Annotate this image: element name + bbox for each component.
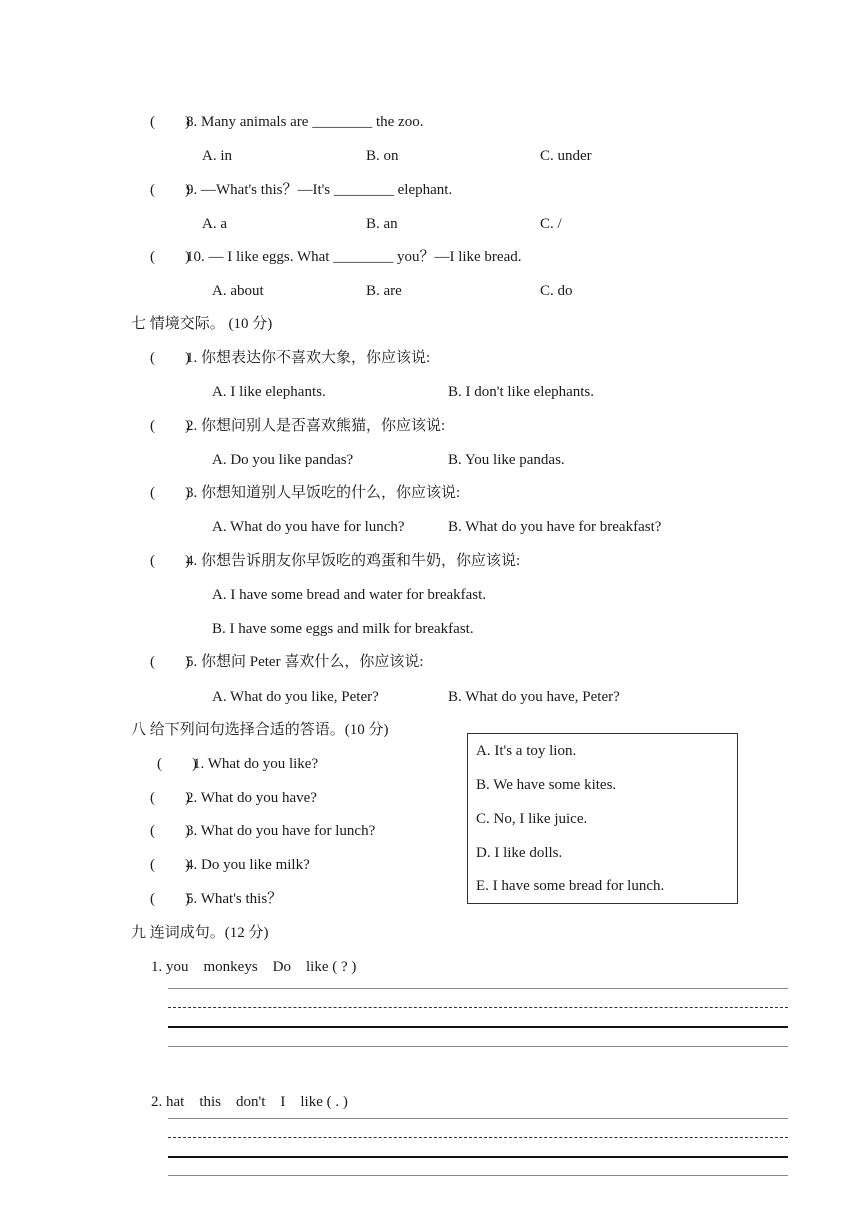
q10-option-b: B. are (366, 283, 402, 299)
section7-heading: 七 情境交际。 (10 分) (131, 316, 273, 332)
answer-option-a: A. It's a toy lion. (476, 743, 577, 759)
s7-q1-option-a: A. I like elephants. (212, 384, 326, 400)
s7-question-4-stem: 4. 你想告诉朋友你早饭吃的鸡蛋和牛奶，你应该说: (186, 553, 521, 569)
s8-question-3: 3. What do you have for lunch? (186, 823, 376, 839)
s9-item-2-top-guide-line (168, 1118, 788, 1119)
s8-question-1: 1. What do you like? (193, 756, 319, 772)
question-q10-stem: 10. — I like eggs. What ________ you？—I like bread. (186, 249, 522, 265)
answer-blank-q8[interactable]: ( ) (150, 114, 190, 130)
s7-q5-option-a: A. What do you like, Peter? (212, 689, 379, 705)
s7-question-3-stem: 3. 你想知道别人早饭吃的什么，你应该说: (186, 485, 461, 501)
question-q9-stem: 9. —What's this？—It's ________ elephant. (186, 182, 453, 198)
s7-q5-option-b: B. What do you have, Peter? (448, 689, 620, 705)
s9-item-2-words: 2. hat this don't I like ( . ) (151, 1094, 348, 1110)
s8-answer-blank-5[interactable]: ( ) (150, 891, 190, 907)
s7-question-5-stem: 5. 你想问 Peter 喜欢什么，你应该说: (186, 654, 424, 670)
s8-answer-blank-2[interactable]: ( ) (150, 790, 190, 806)
answer-option-c: C. No, I like juice. (476, 811, 588, 827)
s7-q1-option-b: B. I don't like elephants. (448, 384, 595, 400)
s9-item-2-baseline[interactable] (168, 1156, 788, 1158)
s7-q4-option-b: B. I have some eggs and milk for breakfast. (212, 621, 474, 637)
s8-answer-blank-3[interactable]: ( ) (150, 823, 190, 839)
section8-heading: 八 给下列问句选择合适的答语。(10 分) (131, 722, 389, 738)
s7-answer-blank-2[interactable]: ( ) (150, 418, 190, 434)
q8-option-b: B. on (366, 148, 399, 164)
q10-option-a: A. about (212, 283, 264, 299)
s8-answer-blank-4[interactable]: ( ) (150, 857, 190, 873)
s7-q2-option-a: A. Do you like pandas? (212, 452, 354, 468)
s9-item-1-top-guide-line (168, 988, 788, 989)
q8-option-c: C. under (540, 148, 592, 164)
s9-item-2-midline[interactable] (168, 1137, 788, 1138)
s7-answer-blank-4[interactable]: ( ) (150, 553, 190, 569)
s9-item-2-bottom-guide-line (168, 1175, 788, 1176)
s7-q4-option-a: A. I have some bread and water for breakfast. (212, 587, 487, 603)
answer-blank-q9[interactable]: ( ) (150, 182, 190, 198)
question-q8-stem: 8. Many animals are ________ the zoo. (186, 114, 424, 130)
answer-option-b: B. We have some kites. (476, 777, 617, 793)
answer-option-d: D. I like dolls. (476, 845, 563, 861)
q8-option-a: A. in (202, 148, 232, 164)
s7-q3-option-a: A. What do you have for lunch? (212, 519, 405, 535)
s8-question-5: 5. What's this？ (186, 891, 283, 907)
section9-heading: 九 连词成句。(12 分) (131, 925, 269, 941)
s7-q2-option-b: B. You like pandas. (448, 452, 565, 468)
s7-answer-blank-5[interactable]: ( ) (150, 654, 190, 670)
s8-answer-blank-1[interactable]: ( ) (157, 756, 197, 772)
s8-question-2: 2. What do you have? (186, 790, 317, 806)
q9-option-c: C. / (540, 216, 562, 232)
q9-option-b: B. an (366, 216, 398, 232)
s7-q3-option-b: B. What do you have for breakfast? (448, 519, 662, 535)
answer-blank-q10[interactable]: ( ) (150, 249, 190, 265)
s8-question-4: 4. Do you like milk? (186, 857, 310, 873)
s7-answer-blank-1[interactable]: ( ) (150, 350, 190, 366)
s7-question-1-stem: 1. 你想表达你不喜欢大象，你应该说: (186, 350, 431, 366)
q10-option-c: C. do (540, 283, 573, 299)
answer-option-e: E. I have some bread for lunch. (476, 878, 665, 894)
s9-item-1-bottom-guide-line (168, 1046, 788, 1047)
s9-item-1-words: 1. you monkeys Do like ( ? ) (151, 959, 357, 975)
s7-answer-blank-3[interactable]: ( ) (150, 485, 190, 501)
s7-question-2-stem: 2. 你想问别人是否喜欢熊猫，你应该说: (186, 418, 446, 434)
s9-item-1-midline[interactable] (168, 1007, 788, 1008)
s9-item-1-baseline[interactable] (168, 1026, 788, 1028)
q9-option-a: A. a (202, 216, 227, 232)
